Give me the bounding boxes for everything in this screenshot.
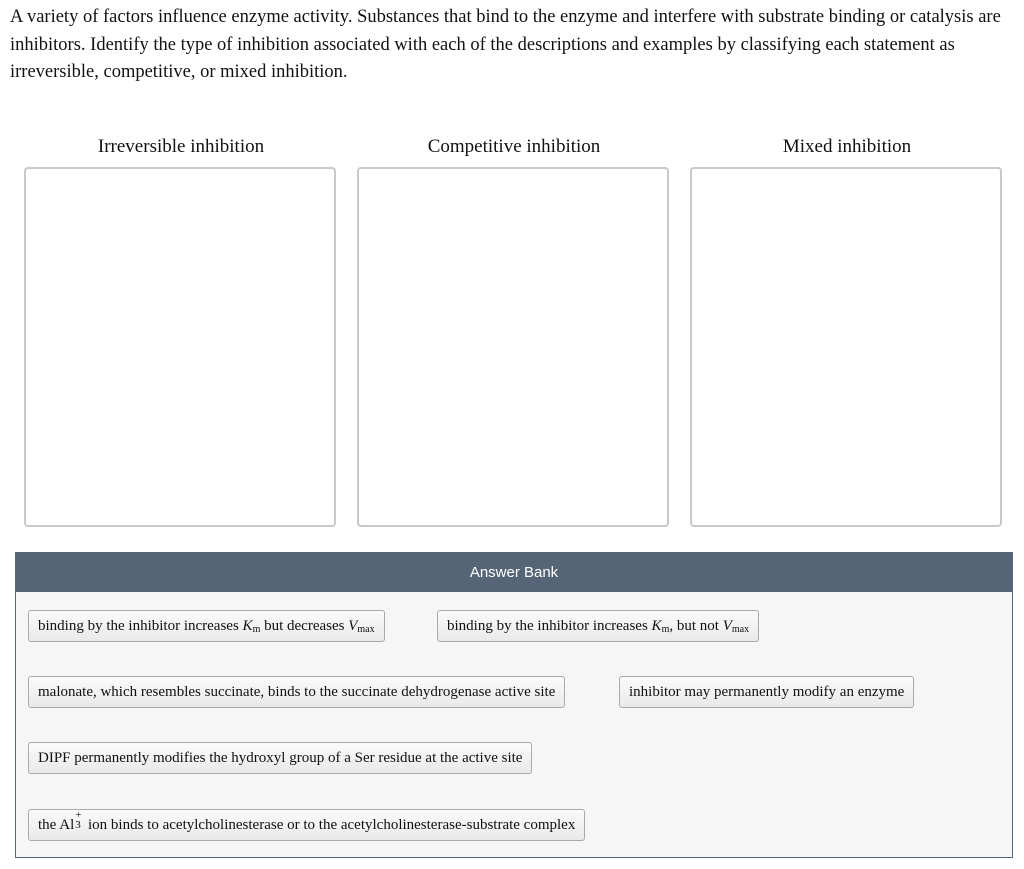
chip-text: binding by the inhibitor increases [38,618,239,634]
answer-chip-km-up-vmax-down[interactable]: binding by the inhibitor increases $K_m$ but decreases $V_{max}$ [28,610,385,642]
answer-chip-permanent-modify[interactable]: inhibitor may permanently modify an enzyme [619,676,914,708]
chip-text: the Al [38,817,75,833]
answer-chip-dipf[interactable]: DIPF permanently modifies the hydroxyl group of a Ser residue at the active site [28,742,532,774]
category-label-competitive: Competitive inhibition [427,136,601,157]
answer-bank-header: Answer Bank [16,553,1012,592]
chip-text: but decreases [264,618,345,634]
charge-notation: + 3 [75,809,82,831]
category-label-irreversible: Irreversible inhibition [97,136,265,157]
drop-zone-mixed[interactable] [690,167,1002,527]
drop-zone-competitive[interactable] [357,167,669,527]
chip-text: ion binds to acetylcholinesterase or to the acetylcholinesterase-substrate complex [88,817,576,833]
km-symbol: K [651,618,662,634]
vmax-symbol: V [722,618,732,634]
chip-text: , but not [669,618,719,634]
question-prompt: A variety of factors influence enzyme activity. Substances that bind to the enzyme and interfere with substrate binding or catalysis are inhibitors. Identify the type of inhibition associated with each of the descriptions and examples by classifying each statement as irreversible, competitive, or mixed inhibition. [10,7,1001,82]
chip-text: binding by the inhibitor increases [447,618,648,634]
answer-chip-km-up-not-vmax[interactable]: binding by the inhibitor increases $K_m$, but not $V_{max}$ [437,610,759,642]
km-symbol: K [242,618,253,634]
drop-zone-irreversible[interactable] [24,167,336,527]
answer-bank [15,552,1013,858]
category-label-mixed: Mixed inhibition [782,136,912,157]
answer-chip-malonate[interactable]: malonate, which resembles succinate, binds to the succinate dehydrogenase active site [28,676,565,708]
vmax-symbol: V [348,618,358,634]
answer-chip-al-ion[interactable] [28,809,585,841]
